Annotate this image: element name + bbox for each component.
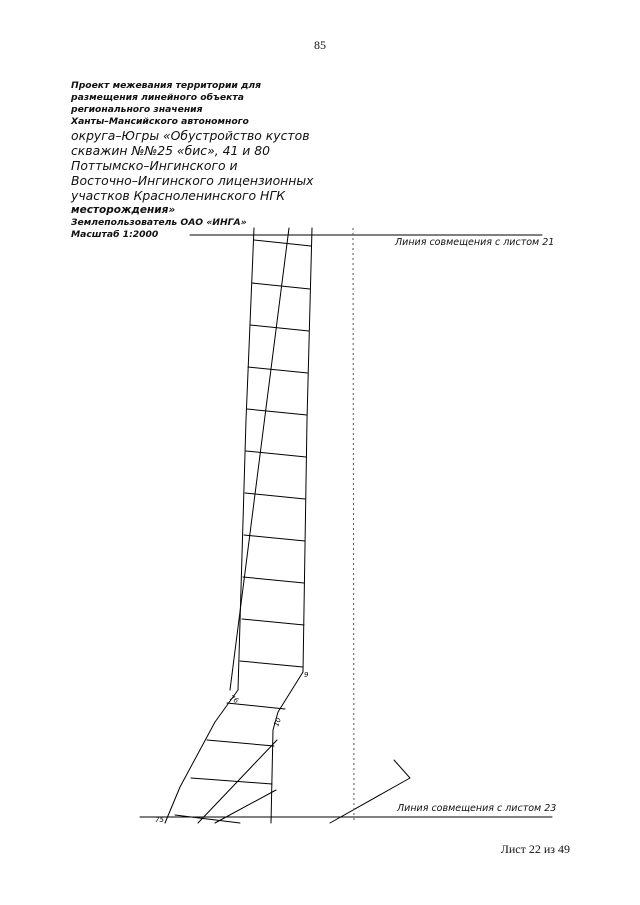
title-line: регионального значения: [71, 104, 203, 115]
hatch-line: [244, 535, 305, 541]
page-number: 85: [314, 38, 326, 52]
hatch-line: [245, 493, 305, 499]
match-line-bottom-label: Линия совмещения с листом 23: [397, 803, 557, 814]
dashed-boundary: [353, 228, 354, 823]
hatch-line: [242, 619, 304, 625]
hatch-line: [248, 367, 308, 373]
hatch-line: [254, 240, 311, 246]
point-label: 9: [304, 671, 309, 679]
hatch-line: [250, 325, 309, 331]
corridor-left-boundary: [165, 228, 254, 823]
title-line: Поттымско–Ингинского и: [71, 158, 238, 173]
hatch-line: [246, 451, 306, 457]
hatch-line: [247, 409, 307, 415]
title-line: размещения линейного объекта: [71, 92, 244, 103]
match-line-top-label: Линия совмещения с листом 21: [395, 237, 555, 248]
title-line: Восточно–Ингинского лицензионных: [71, 173, 314, 188]
point-label: 76: [228, 693, 240, 706]
point-label: 75: [155, 816, 164, 824]
title-line: Ханты–Мансийского автономного: [71, 116, 249, 127]
title-line: участков Красноленинского НГК: [71, 188, 286, 203]
point-label: 10: [272, 716, 283, 728]
hatch-line: [191, 778, 272, 784]
title-line: округа–Югры «Обустройство кустов: [71, 128, 310, 143]
sheet-footer: Лист 22 из 49: [500, 842, 570, 856]
hatch-line: [175, 815, 240, 823]
hatch-line: [243, 577, 304, 583]
hatch-line: [240, 661, 303, 667]
hatch-line: [207, 740, 274, 746]
title-line: месторождения»: [71, 204, 176, 216]
title-line: Проект межевания территории для: [71, 80, 262, 91]
land-user-line: Землепользователь ОАО «ИНГА»: [71, 217, 247, 228]
scale-line: Масштаб 1:2000: [71, 229, 159, 240]
title-line: скважин №№25 «бис», 41 и 80: [71, 143, 271, 158]
